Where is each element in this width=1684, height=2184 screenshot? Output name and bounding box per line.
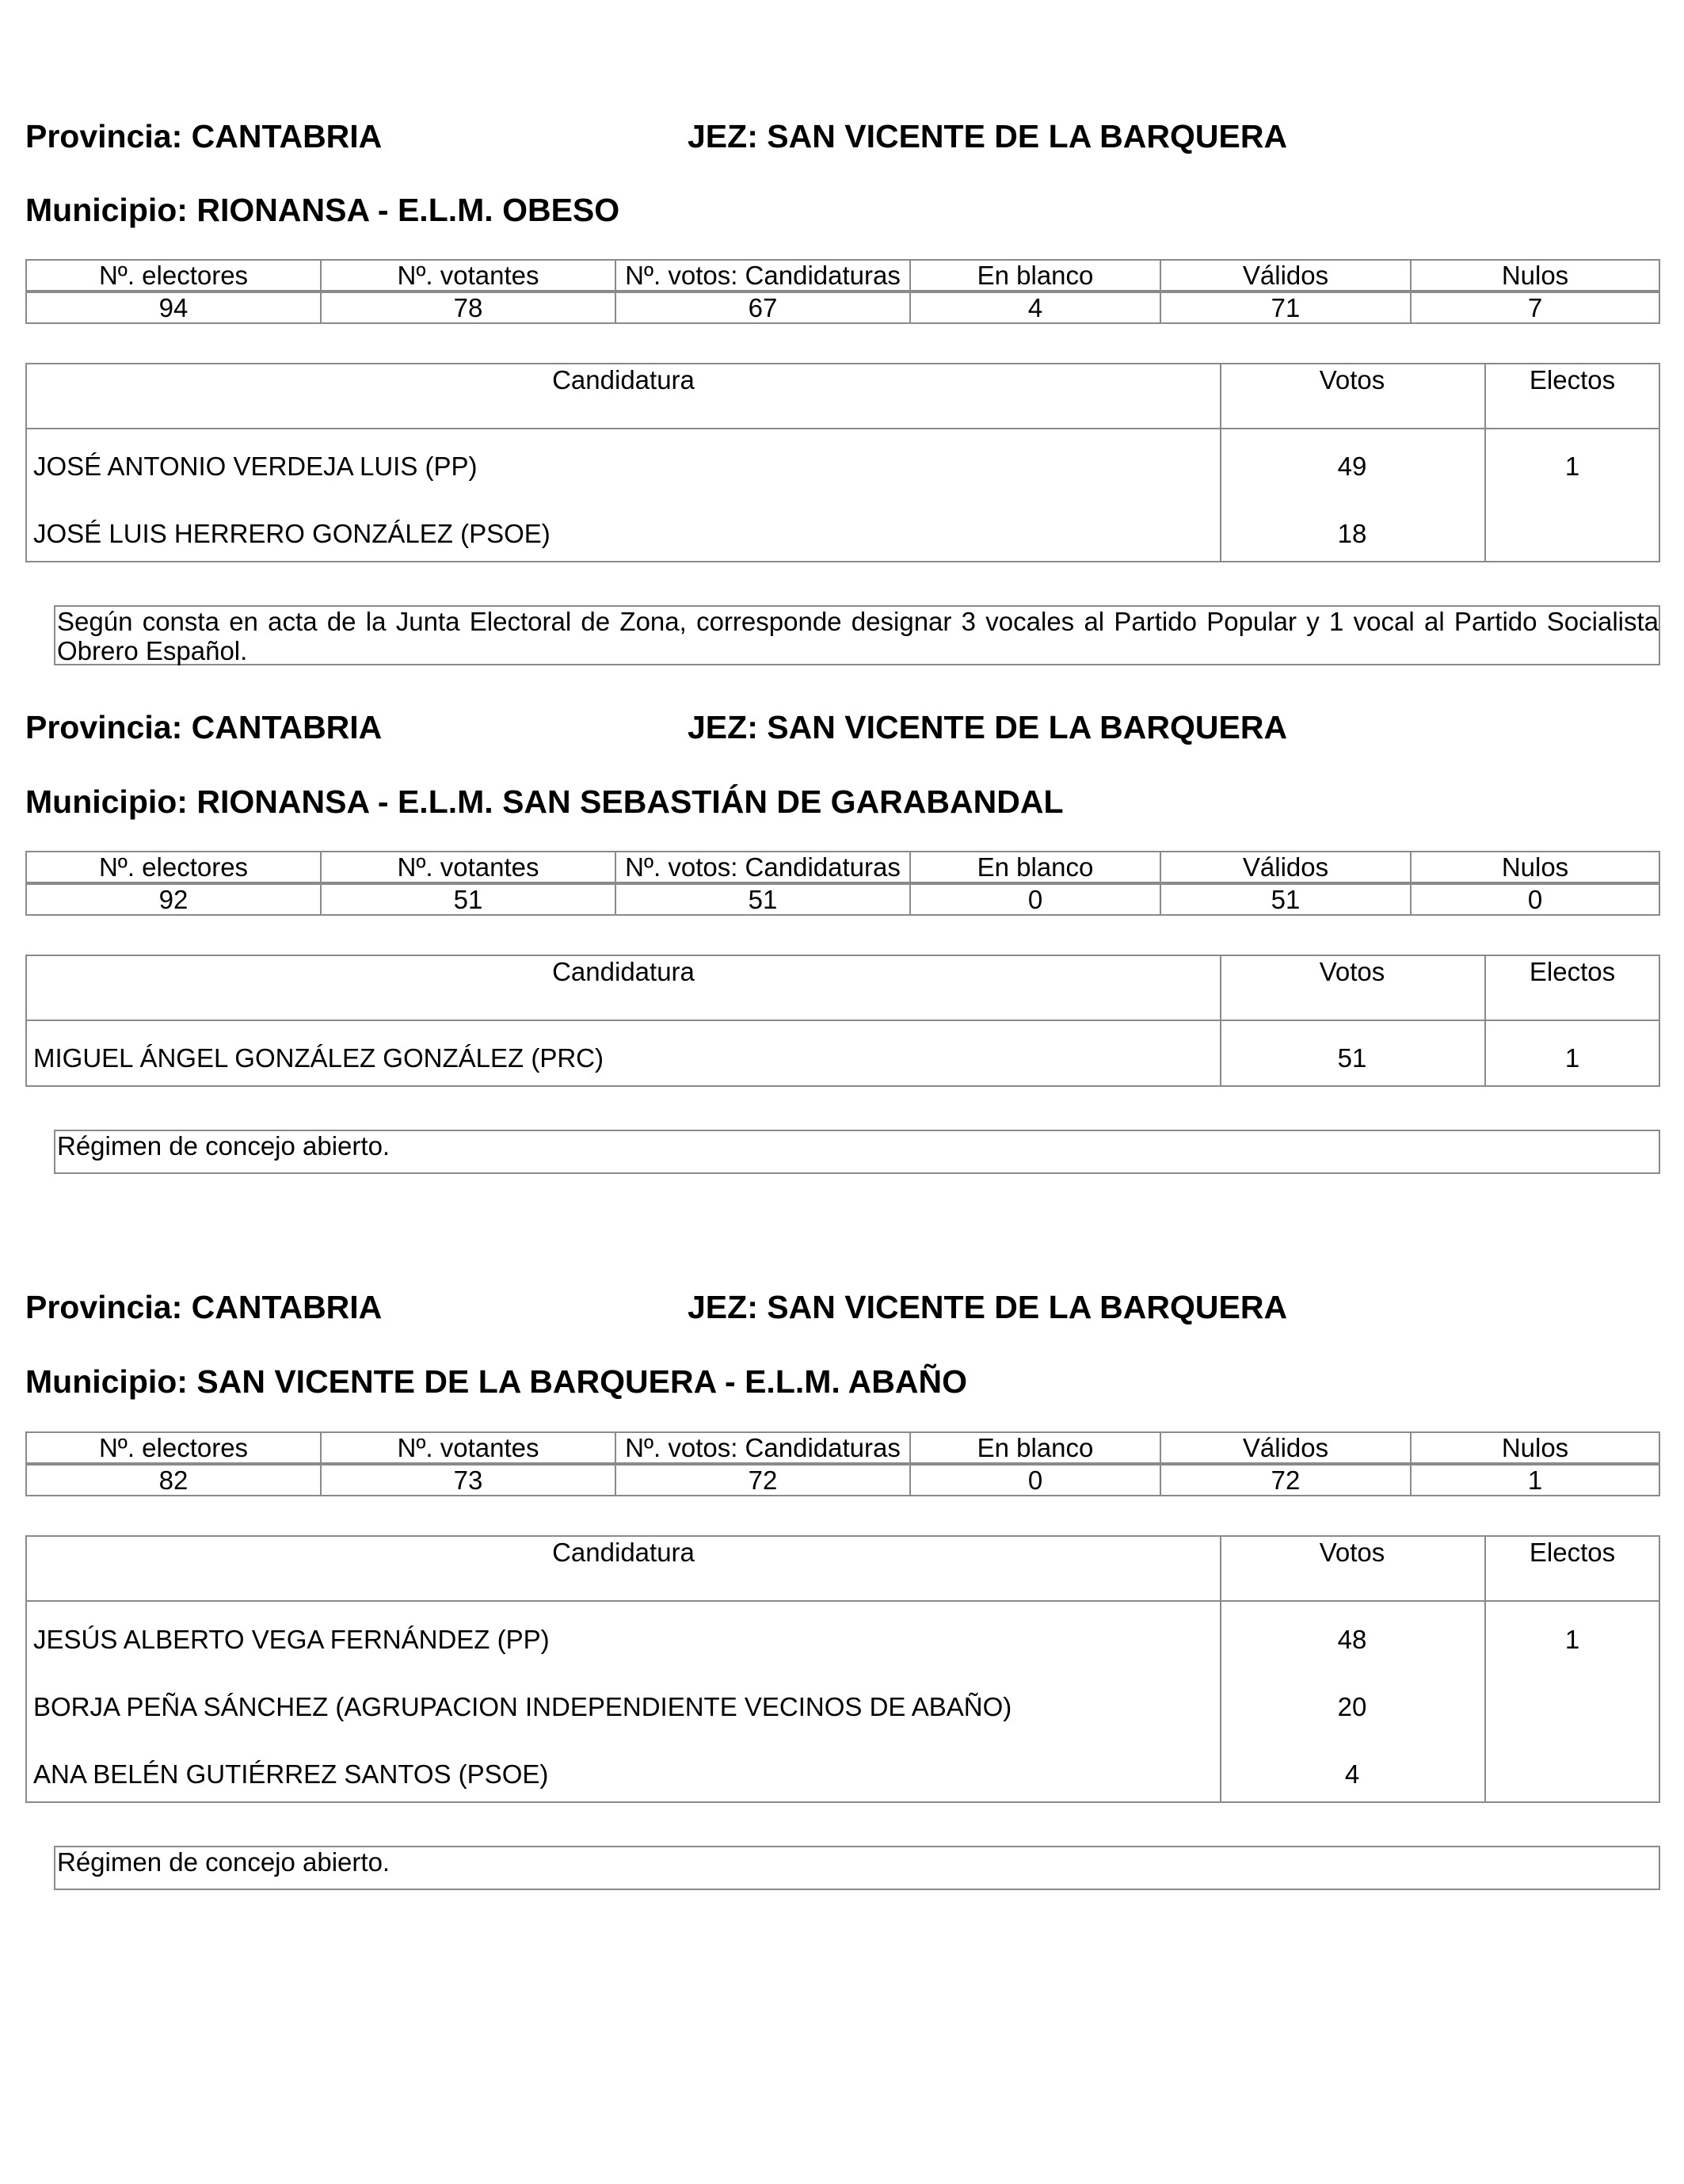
candidate-elected: 1: [1564, 452, 1580, 481]
stats-value-cell: 78: [320, 292, 616, 324]
stats-header-cell: Nº. votos: Candidaturas: [615, 259, 911, 292]
stats-value-cell: 73: [320, 1464, 616, 1496]
provincia-value: CANTABRIA: [191, 1289, 383, 1325]
stats-table: [25, 851, 1660, 916]
stats-header-cell: Nulos: [1410, 1431, 1660, 1464]
stats-header-cell: Nº. votantes: [320, 259, 616, 292]
stats-header-cell: Nº. votos: Candidaturas: [615, 851, 911, 883]
stats-value-row: [25, 1464, 1660, 1496]
stats-value-cell: 0: [909, 1464, 1161, 1496]
municipio-label: Municipio:: [25, 192, 188, 228]
candidatura-header: Candidatura: [552, 957, 695, 986]
candidate-votes: 4: [1344, 1759, 1360, 1789]
stats-header-cell: Nulos: [1410, 259, 1660, 292]
stats-value-cell: 82: [25, 1464, 322, 1496]
stats-value-cell: 0: [909, 883, 1161, 916]
candidate-elected: 1: [1564, 1043, 1580, 1073]
provincia-value: CANTABRIA: [191, 118, 383, 154]
candidate-votes: 20: [1337, 1692, 1367, 1721]
candidate-name: JOSÉ ANTONIO VERDEJA LUIS (PP): [33, 452, 478, 481]
electos-header: Electos: [1529, 1538, 1616, 1567]
stats-value-cell: 71: [1160, 292, 1412, 324]
stats-header-cell: Válidos: [1160, 851, 1412, 883]
jez-label: JEZ:: [688, 118, 758, 154]
header-divider: [27, 1600, 1659, 1602]
candidate-elected: 1: [1564, 1625, 1580, 1654]
municipio-value: RIONANSA - E.L.M. SAN SEBASTIÁN DE GARABANDAL: [196, 783, 1064, 820]
provincia-value: CANTABRIA: [191, 709, 383, 745]
stats-header-cell: Nº. electores: [25, 851, 322, 883]
municipio-line: [25, 1363, 968, 1400]
municipio-line: [25, 783, 1064, 820]
candidatura-header: Candidatura: [552, 365, 695, 394]
candidate-name: ANA BELÉN GUTIÉRREZ SANTOS (PSOE): [33, 1759, 549, 1789]
provincia-line: [25, 711, 382, 744]
candidate-name: BORJA PEÑA SÁNCHEZ (AGRUPACION INDEPENDIENTE VECINOS DE ABAÑO): [33, 1692, 1012, 1721]
stats-header-row: [25, 851, 1660, 883]
stats-value-row: [25, 292, 1660, 324]
candidatura-header: Candidatura: [552, 1538, 695, 1567]
stats-header-row: [25, 1431, 1660, 1464]
stats-value-cell: 72: [615, 1464, 911, 1496]
candidate-votes: 18: [1337, 519, 1367, 548]
stats-header-cell: Nº. votantes: [320, 851, 616, 883]
stats-header-cell: En blanco: [909, 851, 1161, 883]
votos-header: Votos: [1319, 365, 1385, 394]
stats-value-cell: 51: [320, 883, 616, 916]
stats-value-cell: 51: [1160, 883, 1412, 916]
stats-value-cell: 94: [25, 292, 322, 324]
stats-value-cell: 0: [1410, 883, 1660, 916]
note-box: Régimen de concejo abierto.: [54, 1130, 1660, 1174]
note-box: Régimen de concejo abierto.: [54, 1846, 1660, 1890]
provincia-label: Provincia:: [25, 1289, 183, 1325]
municipio-line: [25, 194, 619, 227]
stats-value-cell: 92: [25, 883, 322, 916]
municipio-value: RIONANSA - E.L.M. OBESO: [196, 192, 620, 228]
candidate-name: MIGUEL ÁNGEL GONZÁLEZ GONZÁLEZ (PRC): [33, 1043, 604, 1073]
stats-header-cell: En blanco: [909, 259, 1161, 292]
provincia-label: Provincia:: [25, 118, 183, 154]
provincia-line: [25, 120, 382, 153]
electos-header: Electos: [1529, 957, 1616, 986]
stats-value-cell: 4: [909, 292, 1161, 324]
header-divider: [27, 1020, 1659, 1021]
stats-header-cell: Nulos: [1410, 851, 1660, 883]
stats-value-row: [25, 883, 1660, 916]
header-divider: [27, 428, 1659, 429]
municipio-label: Municipio:: [25, 783, 188, 820]
jez-value: SAN VICENTE DE LA BARQUERA: [767, 709, 1288, 745]
stats-header-cell: Válidos: [1160, 259, 1412, 292]
candidates-table: [25, 1535, 1660, 1803]
stats-value-cell: 1: [1410, 1464, 1660, 1496]
jez-line: [688, 711, 1287, 744]
stats-header-cell: En blanco: [909, 1431, 1161, 1464]
stats-value-cell: 67: [615, 292, 911, 324]
provincia-line: [25, 1291, 382, 1324]
jez-label: JEZ:: [688, 1289, 758, 1325]
candidate-name: JESÚS ALBERTO VEGA FERNÁNDEZ (PP): [33, 1625, 550, 1654]
jez-label: JEZ:: [688, 709, 758, 745]
candidates-table: [25, 955, 1660, 1087]
stats-header-cell: Válidos: [1160, 1431, 1412, 1464]
electos-header: Electos: [1529, 365, 1616, 394]
stats-table: [25, 259, 1660, 324]
candidate-votes: 48: [1337, 1625, 1367, 1654]
stats-header-row: [25, 259, 1660, 292]
note-box: Según consta en acta de la Junta Electoral de Zona, corresponde designar 3 vocales al Partido Popular y 1 vocal al Partido Socialista Obrero Español.: [54, 605, 1660, 665]
stats-header-cell: Nº. electores: [25, 1431, 322, 1464]
stats-header-cell: Nº. electores: [25, 259, 322, 292]
municipio-value: SAN VICENTE DE LA BARQUERA - E.L.M. ABAÑO: [196, 1363, 968, 1400]
municipio-label: Municipio:: [25, 1363, 188, 1400]
stats-value-cell: 51: [615, 883, 911, 916]
jez-line: [688, 120, 1287, 153]
jez-line: [688, 1291, 1287, 1324]
stats-header-cell: Nº. votantes: [320, 1431, 616, 1464]
stats-table: [25, 1431, 1660, 1496]
candidate-name: JOSÉ LUIS HERRERO GONZÁLEZ (PSOE): [33, 519, 551, 548]
stats-header-cell: Nº. votos: Candidaturas: [615, 1431, 911, 1464]
candidate-votes: 49: [1337, 452, 1367, 481]
stats-value-cell: 72: [1160, 1464, 1412, 1496]
candidate-votes: 51: [1337, 1043, 1367, 1073]
stats-value-cell: 7: [1410, 292, 1660, 324]
votos-header: Votos: [1319, 1538, 1385, 1567]
provincia-label: Provincia:: [25, 709, 183, 745]
votos-header: Votos: [1319, 957, 1385, 986]
jez-value: SAN VICENTE DE LA BARQUERA: [767, 1289, 1288, 1325]
jez-value: SAN VICENTE DE LA BARQUERA: [767, 118, 1288, 154]
candidates-table: [25, 363, 1660, 562]
